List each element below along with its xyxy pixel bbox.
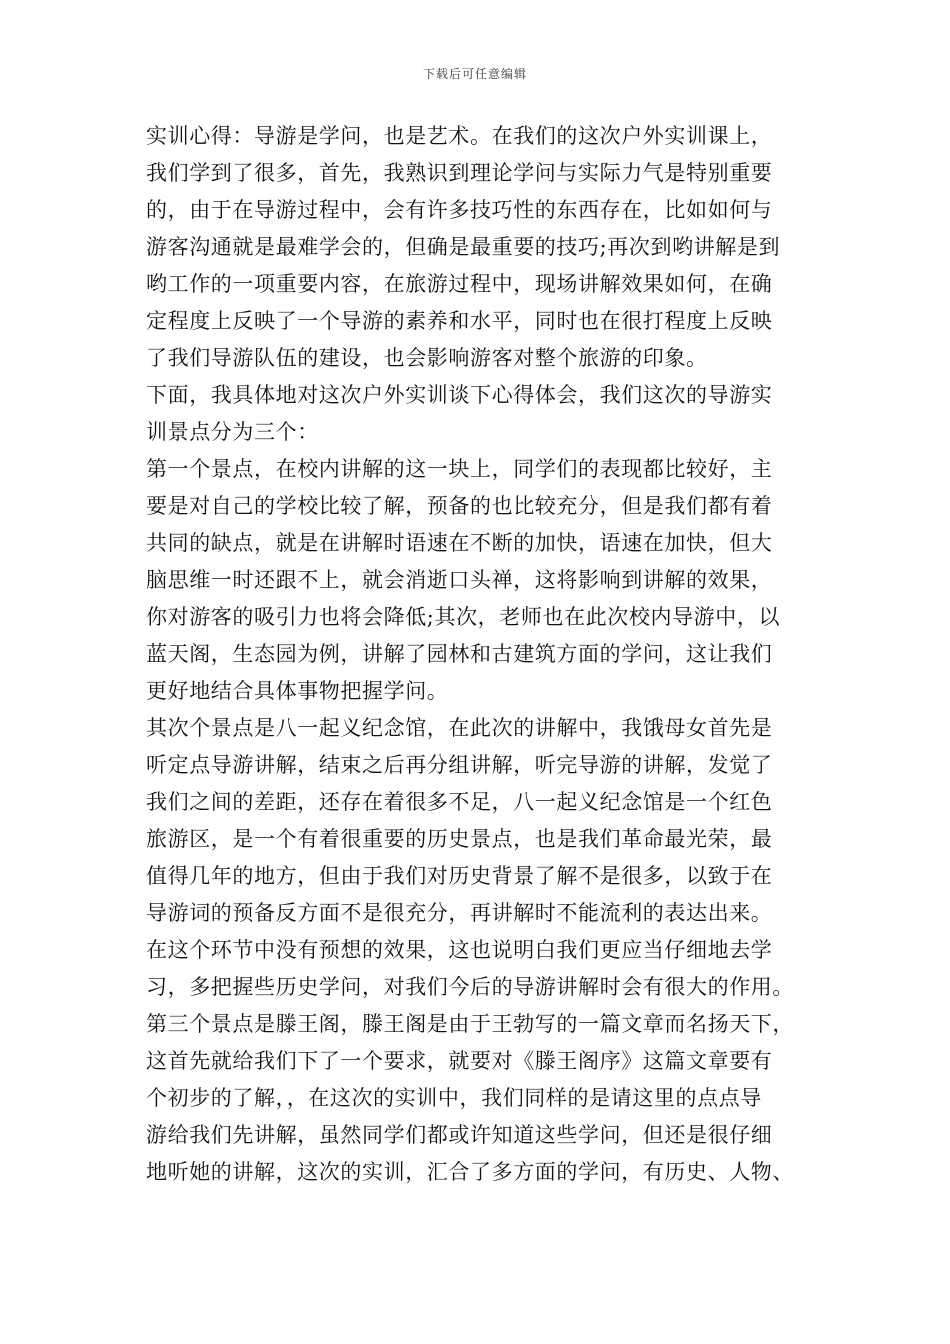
text-line: 实训心得：导游是学问，也是艺术。在我们的这次户外实训课上， bbox=[146, 124, 773, 148]
text-line: 游客沟通就是最难学会的，但确是最重要的技巧;再次到哟讲解是到 bbox=[146, 235, 781, 259]
text-line: 听定点导游讲解，结束之后再分组讲解，听完导游的讲解，发觉了 bbox=[146, 753, 773, 777]
document-body bbox=[146, 118, 846, 1191]
text-line: 我们学到了很多，首先，我熟识到理论学问与实际力气是特别重要 bbox=[146, 161, 773, 185]
text-line: 更好地结合具体事物把握学问。 bbox=[146, 679, 449, 703]
text-line: 第三个景点是滕王阁，滕王阁是由于王勃写的一篇文章而名扬天下， bbox=[146, 1012, 794, 1036]
text-line: 这首先就给我们下了一个要求，就要对《滕王阁序》这篇文章要有 bbox=[146, 1049, 773, 1073]
text-line: 定程度上反映了一个导游的素养和水平，同时也在很打程度上反映 bbox=[146, 309, 773, 333]
text-line: 第一个景点，在校内讲解的这一块上，同学们的表现都比较好，主 bbox=[146, 457, 773, 481]
text-line: 要是对自己的学校比较了解，预备的也比较充分，但是我们都有着 bbox=[146, 494, 773, 518]
text-line: 我们之间的差距，还存在着很多不足，八一起义纪念馆是一个红色 bbox=[146, 790, 773, 814]
text-line: 值得几年的地方，但由于我们对历史背景了解不是很多，以致于在 bbox=[146, 864, 773, 888]
text-line: 共同的缺点，就是在讲解时语速在不断的加快，语速在加快，但大 bbox=[146, 531, 773, 555]
text-line: 了我们导游队伍的建设，也会影响游客对整个旅游的印象。 bbox=[146, 346, 708, 370]
text-line: 的，由于在导游过程中，会有许多技巧性的东西存在，比如如何与 bbox=[146, 198, 773, 222]
page-header: 下载后可任意编辑 bbox=[422, 67, 527, 81]
text-line: 习，多把握些历史学问，对我们今后的导游讲解时会有很大的作用。 bbox=[146, 975, 794, 999]
text-line: 哟工作的一项重要内容，在旅游过程中，现场讲解效果如何，在确 bbox=[146, 272, 773, 296]
text-line: 下面，我具体地对这次户外实训谈下心得体会，我们这次的导游实 bbox=[146, 383, 773, 407]
text-line: 脑思维一时还跟不上，就会消逝口头禅，这将影响到讲解的效果， bbox=[146, 568, 773, 592]
text-line: 旅游区，是一个有着很重要的历史景点，也是我们革命最光荣，最 bbox=[146, 827, 773, 851]
text-line: 在这个环节中没有预想的效果，这也说明白我们更应当仔细地去学 bbox=[146, 938, 773, 962]
text-line: 蓝天阁，生态园为例，讲解了园林和古建筑方面的学问，这让我们 bbox=[146, 642, 773, 666]
text-line: 导游词的预备反方面不是很充分，再讲解时不能流利的表达出来。 bbox=[146, 901, 773, 925]
text-line: 其次个景点是八一起义纪念馆，在此次的讲解中，我饿母女首先是 bbox=[146, 716, 773, 740]
text-line: 地听她的讲解，这次的实训，汇合了多方面的学问，有历史、人物、 bbox=[146, 1160, 794, 1184]
text-line: 个初步的了解，，在这次的实训中，我们同样的是请这里的点点导 bbox=[146, 1086, 762, 1110]
text-line: 你对游客的吸引力也将会降低;其次，老师也在此次校内导游中，以 bbox=[146, 605, 781, 629]
text-line: 游给我们先讲解，虽然同学们都或许知道这些学问，但还是很仔细 bbox=[146, 1123, 773, 1147]
text-line: 训景点分为三个： bbox=[146, 420, 319, 444]
